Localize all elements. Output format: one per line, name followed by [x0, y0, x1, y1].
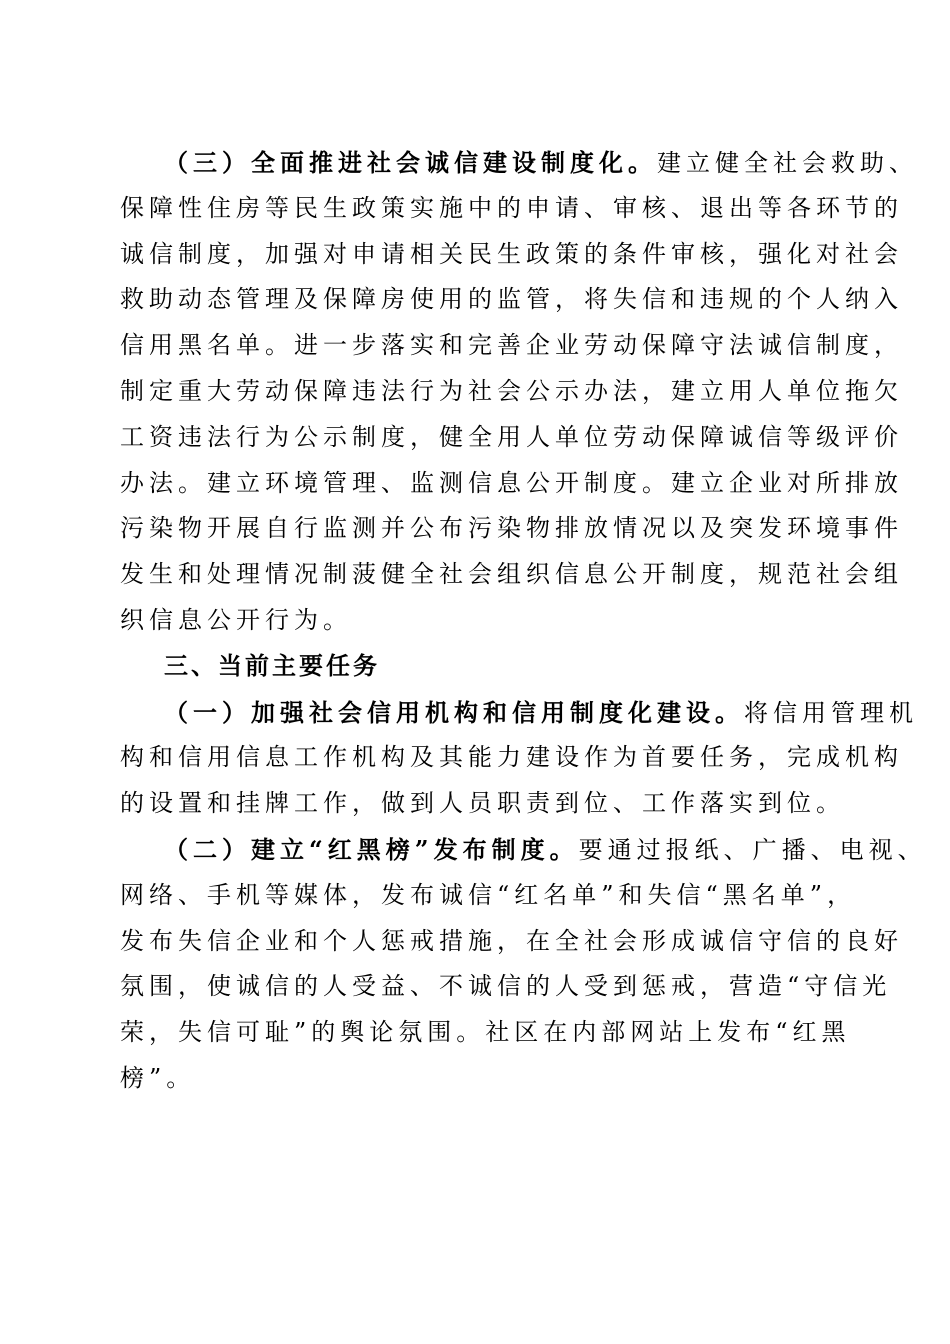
- task-2-line-3: 氛围，使诚信的人受益、不诚信的人受到惩戒，营造“守信光: [120, 972, 892, 1001]
- task-2-line-5: 榜”。: [120, 1063, 196, 1092]
- section-3-paragraph: [120, 140, 918, 644]
- text-line: [120, 690, 918, 736]
- task-1-line-1: 构和信用信息工作机构及其能力建设作为首要任务，完成机构: [120, 743, 903, 772]
- section-3-line-0: 建立健全社会救助、: [657, 149, 918, 177]
- section-3-line-9: 发生和处理情况制菠健全社会组织信息公开制度，规范社会组: [120, 560, 903, 589]
- text-line: [120, 140, 918, 186]
- task-2-line-1: 网络、手机等媒体，发布诚信“红名单”和失信“黑名单”，: [120, 880, 857, 909]
- section-3-lead: （三）全面推进社会诚信建设制度化。: [164, 148, 657, 177]
- section-3-line-3: 救助动态管理及保障房使用的监管，将失信和违规的个人纳入: [120, 285, 903, 314]
- section-3-line-2: 诚信制度，加强对申请相关民生政策的条件审核，强化对社会: [120, 239, 903, 268]
- main-heading: 三、当前主要任务: [164, 651, 380, 680]
- section-3-line-4: 信用黑名单。进一步落实和完善企业劳动保障守法诚信制度，: [120, 331, 903, 360]
- section-3-line-1: 保障性住房等民生政策实施中的申请、审核、退出等各环节的: [120, 193, 903, 222]
- text-line: [120, 827, 927, 873]
- section-3-line-10: 织信息公开行为。: [120, 605, 352, 634]
- section-3-line-8: 污染物开展自行监测并公布污染物排放情况以及突发环境事件: [120, 514, 903, 543]
- task-2-line-2: 发布失信企业和个人惩戒措施，在全社会形成诚信守信的良好: [120, 926, 903, 955]
- task-2-line-0: 要通过报纸、广播、电视、: [578, 835, 927, 864]
- section-3-line-7: 办法。建立环境管理、监测信息公开制度。建立企业对所排放: [120, 468, 903, 497]
- task-2-lead: （二）建立“红黑榜”发布制度。: [164, 834, 579, 864]
- task-1-lead: （一）加强社会信用机构和信用制度化建设。: [164, 697, 744, 727]
- task-2-paragraph: [120, 827, 927, 1102]
- task-1-paragraph: [120, 690, 918, 827]
- task-1-line-2: 的设置和挂牌工作，做到人员职责到位、工作落实到位。: [120, 789, 845, 818]
- section-3-line-5: 制定重大劳动保障违法行为社会公示办法，建立用人单位拖欠: [120, 376, 903, 405]
- task-2-line-4: 荣，失信可耻”的舆论氛围。社区在内部网站上发布“红黑: [120, 1018, 851, 1047]
- document-body: [120, 140, 927, 1102]
- section-3-line-6: 工资违法行为公示制度，健全用人单位劳动保障诚信等级评价: [120, 422, 903, 451]
- task-1-line-0: 将信用管理机: [744, 698, 918, 727]
